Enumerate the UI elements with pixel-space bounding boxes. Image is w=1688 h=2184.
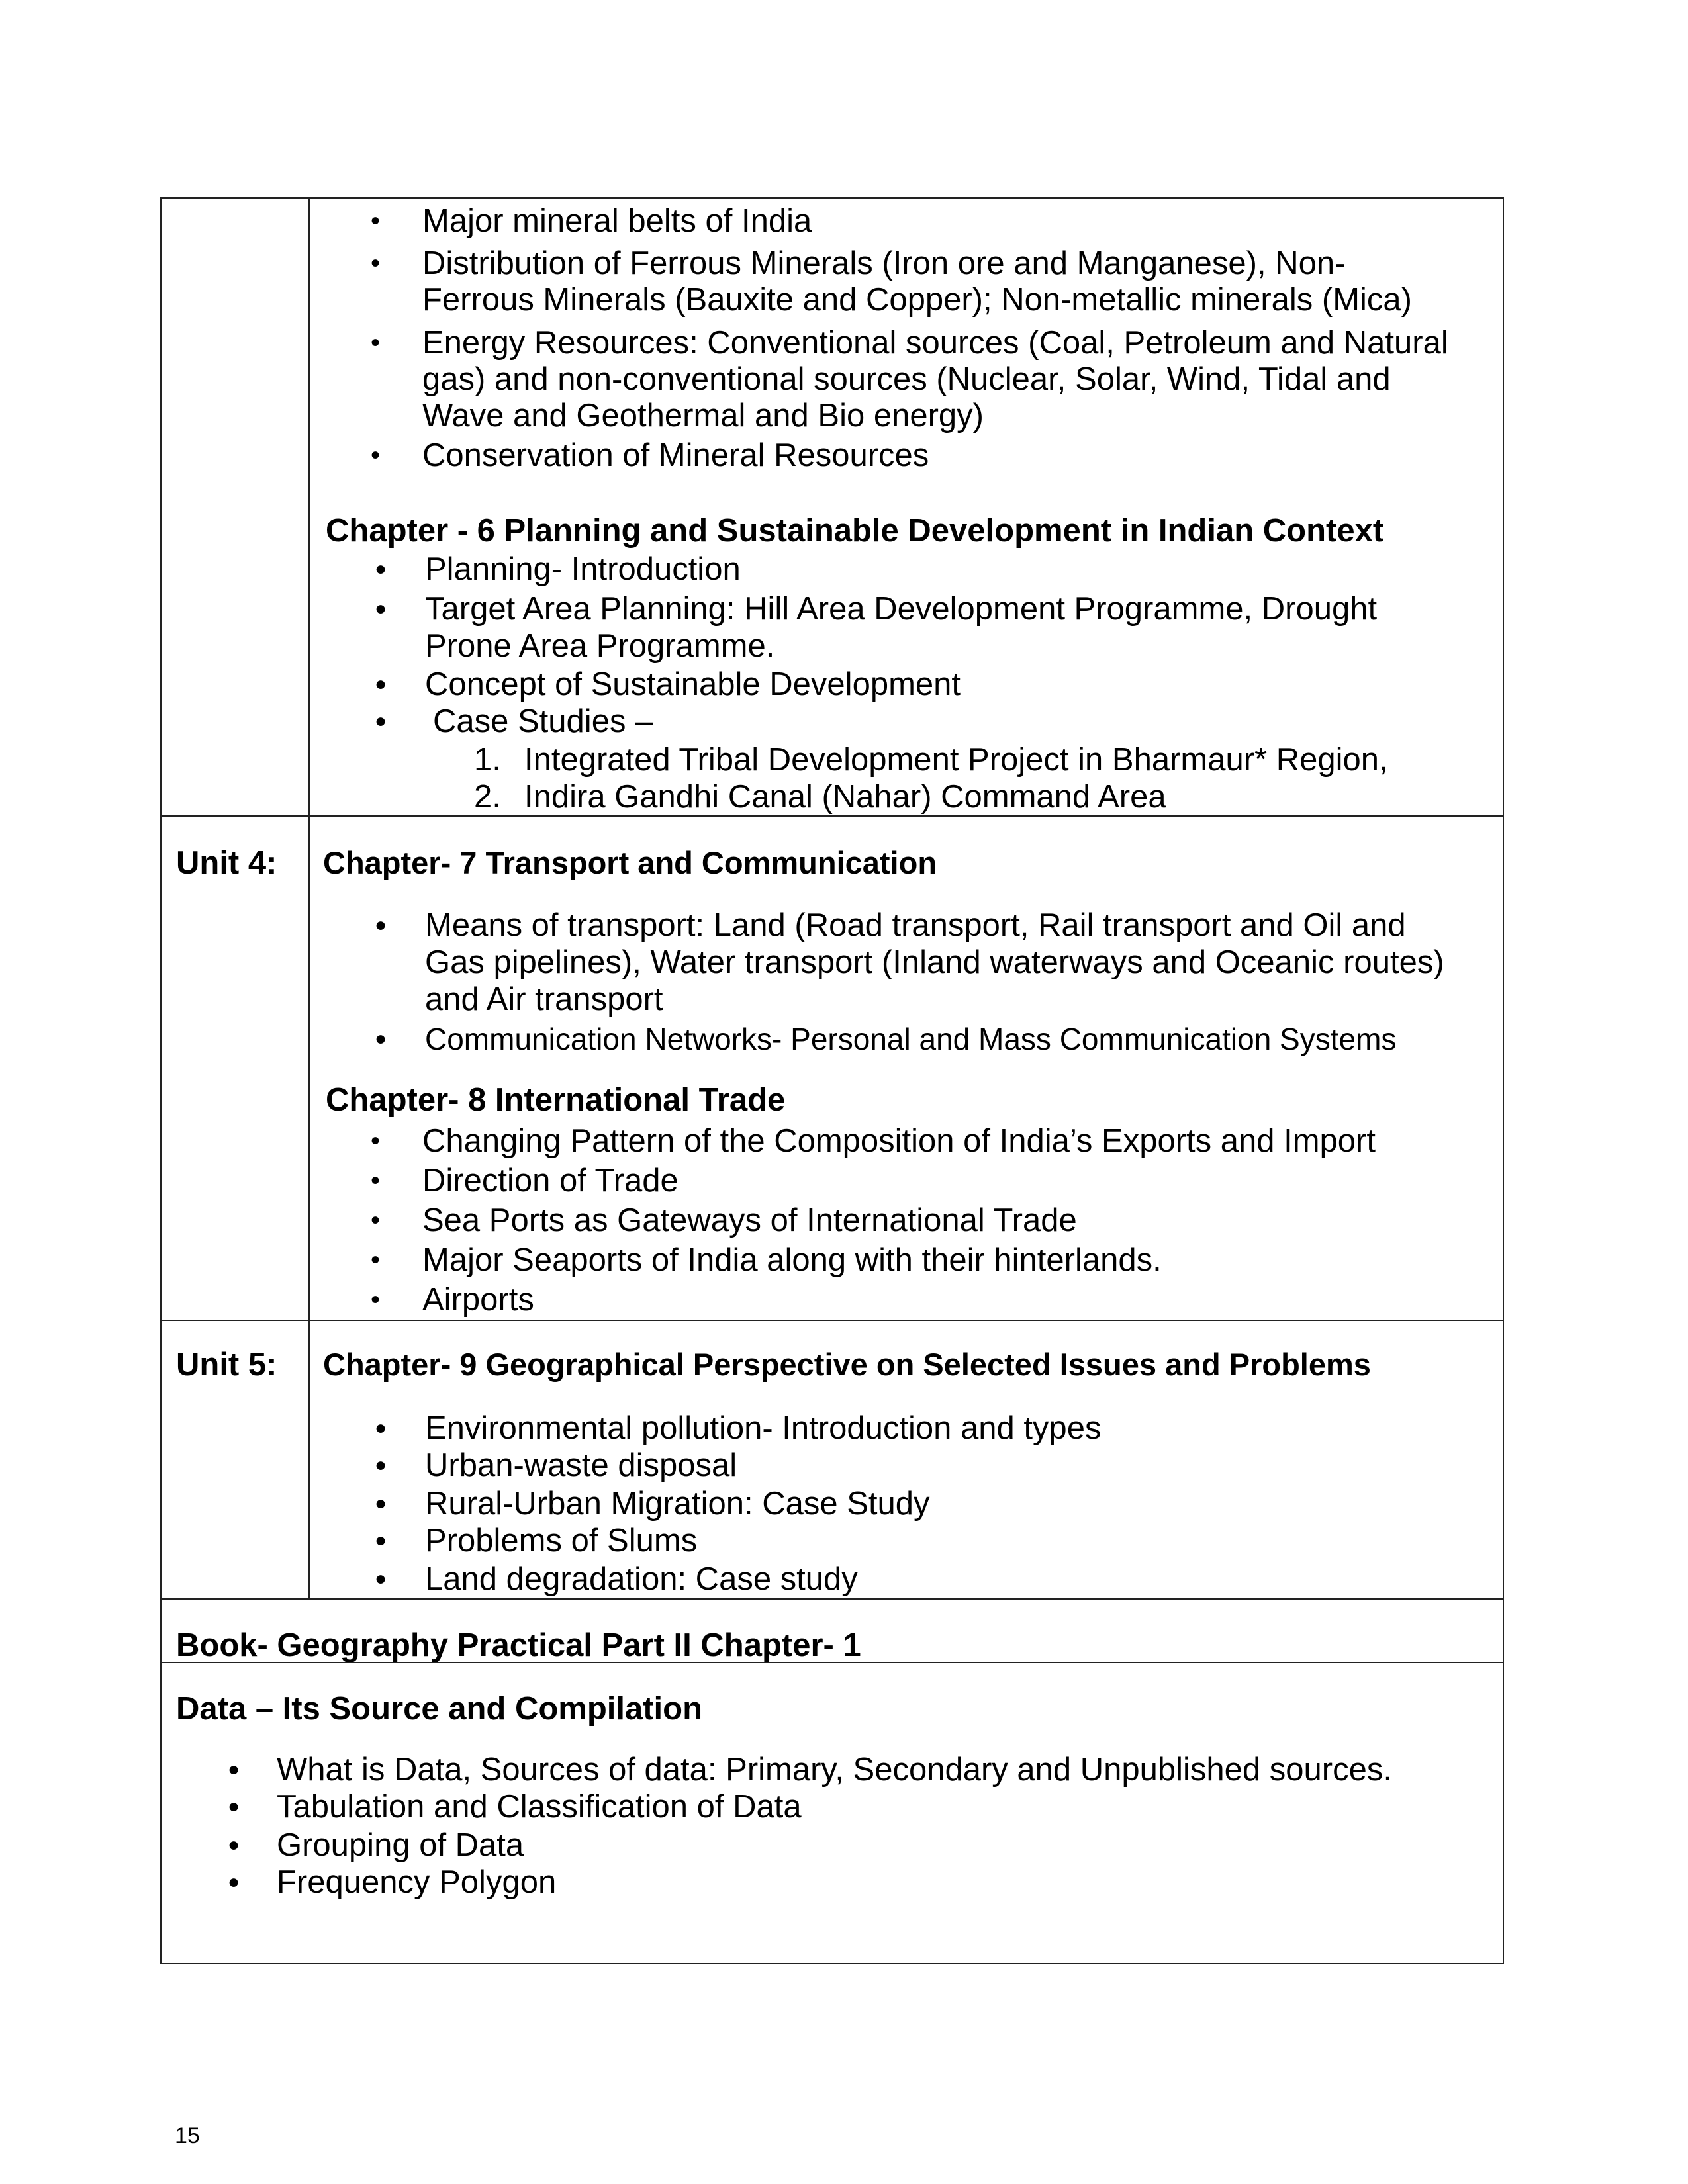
list-item-line: Wave and Geothermal and Bio energy): [422, 398, 984, 433]
list-item: Problems of Slums: [425, 1523, 698, 1559]
list-item-line: Prone Area Programme.: [425, 628, 775, 664]
bullet: ●: [375, 598, 387, 619]
list-item: Land degradation: Case study: [425, 1561, 858, 1597]
list-item-line: Energy Resources: Conventional sources (Coal, Petroleum and Natural: [422, 325, 1448, 361]
table-bottom-border: [160, 1963, 1504, 1964]
bullet: •: [371, 328, 381, 357]
bullet: ●: [228, 1871, 240, 1893]
bullet: ●: [228, 1834, 240, 1856]
case-study-text: Integrated Tribal Development Project in Bharmaur* Region,: [524, 742, 1388, 778]
list-item: Direction of Trade: [422, 1163, 679, 1199]
bullet: ●: [375, 1454, 387, 1476]
row-divider-1: [160, 815, 1504, 817]
chapter-7-title: Chapter- 7 Transport and Communication: [323, 845, 937, 880]
bullet: ●: [375, 1417, 387, 1439]
case-study-number: 1.: [474, 742, 501, 778]
list-item-line: gas) and non-conventional sources (Nuclear, Solar, Wind, Tidal and: [422, 361, 1391, 397]
bullet: ●: [375, 1568, 387, 1590]
list-item: Planning- Introduction: [425, 551, 741, 587]
table-right-border: [1503, 197, 1504, 1964]
column-divider: [308, 197, 310, 1600]
bullet: •: [371, 1246, 381, 1275]
bullet: ●: [375, 558, 387, 580]
chapter-9-title: Chapter- 9 Geographical Perspective on Selected Issues and Problems: [323, 1347, 1371, 1382]
bullet: •: [371, 1126, 381, 1156]
bullet: •: [371, 1206, 381, 1235]
bullet: •: [371, 441, 381, 470]
list-item-line: and Air transport: [425, 981, 663, 1017]
list-item-line: Ferrous Minerals (Bauxite and Copper); Non-metallic minerals (Mica): [422, 282, 1412, 318]
list-item: Changing Pattern of the Composition of India’s Exports and Import: [422, 1123, 1376, 1159]
table-left-border: [160, 197, 162, 1964]
list-item-line: Means of transport: Land (Road transport, Rail transport and Oil and: [425, 907, 1406, 943]
row-divider-2: [160, 1320, 1504, 1321]
chapter-8-title: Chapter- 8 International Trade: [326, 1082, 786, 1118]
bullet: ●: [228, 1758, 240, 1780]
list-item: Tabulation and Classification of Data: [277, 1789, 802, 1825]
case-study-number: 2.: [474, 779, 501, 815]
data-section-title: Data – Its Source and Compilation: [176, 1691, 703, 1727]
unit-5-label: Unit 5:: [176, 1347, 277, 1383]
page-number: 15: [175, 2123, 200, 2148]
list-item: Case Studies –: [433, 704, 653, 739]
list-item: Urban-waste disposal: [425, 1447, 737, 1483]
bullet: •: [371, 1285, 381, 1314]
list-item-line: Distribution of Ferrous Minerals (Iron ore and Manganese), Non-: [422, 246, 1346, 281]
bullet: ●: [375, 673, 387, 695]
book-title: Book- Geography Practical Part II Chapter- 1: [176, 1627, 861, 1663]
list-item: Major Seaports of India along with their hinterlands.: [422, 1242, 1162, 1278]
list-item: Conservation of Mineral Resources: [422, 437, 929, 473]
bullet: •: [371, 206, 381, 236]
chapter-6-title: Chapter - 6 Planning and Sustainable Development in Indian Context: [326, 513, 1384, 549]
list-item: Communication Networks- Personal and Mass Communication Systems: [425, 1022, 1397, 1056]
row-divider-3: [160, 1598, 1504, 1600]
bullet: ●: [375, 1492, 387, 1514]
list-item: Airports: [422, 1282, 534, 1318]
list-item-line: Gas pipelines), Water transport (Inland waterways and Oceanic routes): [425, 944, 1444, 980]
list-item: Concept of Sustainable Development: [425, 666, 961, 702]
table-top-border: [160, 197, 1504, 199]
list-item-line: Target Area Planning: Hill Area Development Programme, Drought: [425, 591, 1378, 627]
list-item: Grouping of Data: [277, 1827, 524, 1863]
bullet: •: [371, 1166, 381, 1195]
list-item: Rural-Urban Migration: Case Study: [425, 1486, 930, 1522]
bullet: ●: [375, 710, 387, 732]
bullet: ●: [375, 914, 387, 936]
list-item: Major mineral belts of India: [422, 203, 812, 239]
list-item: Environmental pollution- Introduction and types: [425, 1410, 1102, 1446]
bullet: ●: [375, 1529, 387, 1551]
list-item: Frequency Polygon: [277, 1864, 557, 1900]
case-study-text: Indira Gandhi Canal (Nahar) Command Area: [524, 779, 1166, 815]
unit-4-label: Unit 4:: [176, 845, 277, 881]
bullet: ●: [375, 1028, 387, 1050]
list-item: Sea Ports as Gateways of International Trade: [422, 1203, 1077, 1238]
bullet: •: [371, 249, 381, 278]
bullet: ●: [228, 1796, 240, 1817]
list-item: What is Data, Sources of data: Primary, Secondary and Unpublished sources.: [277, 1752, 1392, 1788]
